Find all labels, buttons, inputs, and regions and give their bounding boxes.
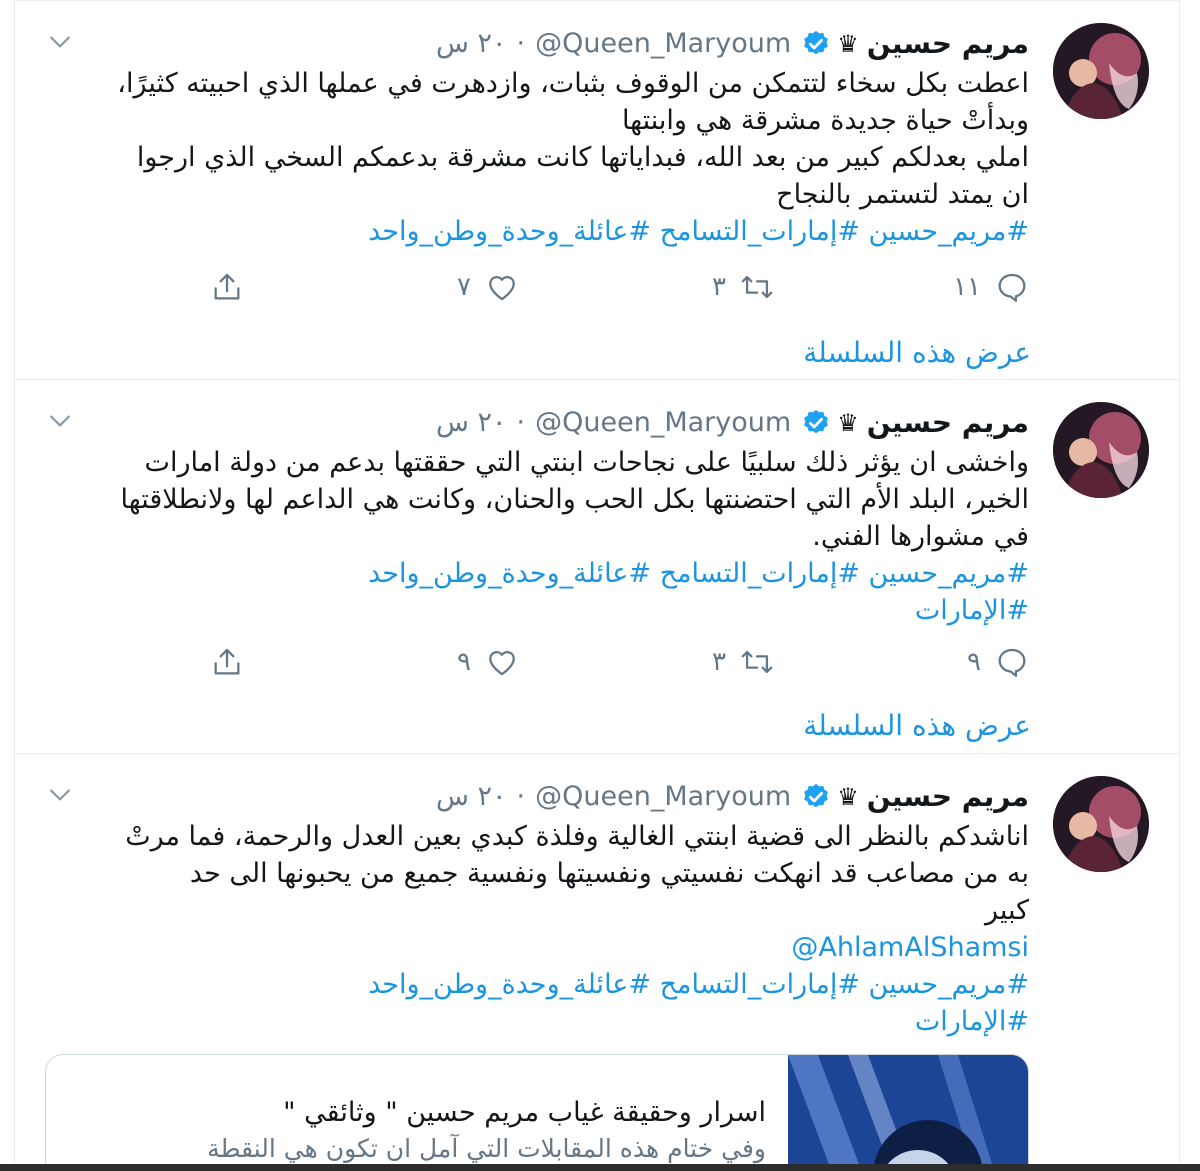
hashtags[interactable]: #الإمارات	[914, 595, 1029, 626]
chevron-down-icon[interactable]	[45, 780, 75, 810]
show-thread-link[interactable]: عرض هذه السلسلة	[803, 709, 1031, 742]
share-button[interactable]	[210, 267, 244, 307]
share-icon	[210, 270, 244, 304]
heart-icon	[485, 270, 519, 304]
verified-badge-icon	[801, 408, 831, 438]
tweet[interactable]	[15, 380, 1179, 754]
show-thread-link[interactable]: عرض هذه السلسلة	[803, 336, 1031, 369]
retweet-icon	[740, 645, 774, 679]
share-icon	[210, 645, 244, 679]
author-handle[interactable]: @Queen_Maryoum	[535, 781, 792, 812]
author-handle[interactable]: @Queen_Maryoum	[535, 407, 792, 438]
reply-button[interactable]	[967, 642, 1029, 682]
card-description: وفي ختام هذه المقابلات التي آمل ان تكون هي النقطة	[207, 1134, 766, 1163]
retweet-button[interactable]	[712, 642, 774, 682]
crown-icon: ♛	[837, 30, 859, 58]
retweet-count: ٣	[712, 647, 726, 677]
reply-button[interactable]	[953, 267, 1029, 307]
tweet[interactable]	[15, 0, 1179, 380]
tweet-actions	[309, 267, 1029, 307]
tweet-text	[45, 65, 1029, 250]
tweet-line: واخشى ان يؤثر ذلك سلبيًا على نجاحات ابنتي التي حققتها بدعم من دولة امارات	[144, 447, 1029, 478]
chevron-down-icon[interactable]	[45, 406, 75, 436]
tweet-text	[45, 444, 1029, 629]
card-title: اسرار وحقيقة غياب مريم حسين " وثائقي "	[283, 1097, 766, 1128]
crown-icon: ♛	[837, 783, 859, 811]
separator-dot: ·	[516, 407, 526, 438]
tweet-line: ان يمتد لتستمر بالنجاح	[776, 179, 1029, 210]
crown-icon: ♛	[837, 409, 859, 437]
separator-dot: ·	[516, 28, 526, 59]
reply-count: ١١	[953, 272, 981, 302]
author-name[interactable]: مريم حسين	[866, 27, 1029, 60]
share-button[interactable]	[210, 642, 244, 682]
link-card[interactable]	[45, 1054, 1029, 1171]
like-button[interactable]	[457, 267, 519, 307]
author-handle[interactable]: @Queen_Maryoum	[535, 28, 792, 59]
reply-count: ٩	[967, 647, 981, 677]
tweet-line: وبدأتْ حياة جديدة مشرقة هي وابنتها	[621, 105, 1029, 136]
tweet-header	[45, 402, 1029, 444]
hashtags[interactable]: #مريم_حسين #إمارات_التسامح #عائلة_وحدة_وطن_واحد	[368, 558, 1029, 589]
retweet-icon	[740, 270, 774, 304]
tweet-line: املي بعدلكم كبير من بعد الله، فبداياتها كانت مشرقة بدعمكم السخي الذي ارجوا	[136, 142, 1029, 173]
window-bottom-bar	[0, 1164, 1200, 1171]
tweet-line: كبير	[984, 895, 1029, 926]
tweet-actions	[309, 642, 1029, 682]
tweet-line: الخير، البلد الأم التي احتضنتها بكل الحب والحنان، وكانت هي الداعم لها ولانطلاقتها	[120, 484, 1029, 515]
like-count: ٧	[457, 272, 471, 302]
retweet-count: ٣	[712, 272, 726, 302]
avatar-image	[1053, 776, 1149, 872]
avatar-image	[1053, 23, 1149, 119]
tweet-time[interactable]: ٢٠ س	[435, 28, 507, 59]
tweet-time[interactable]: ٢٠ س	[435, 781, 507, 812]
verified-badge-icon	[801, 782, 831, 812]
reply-icon	[995, 270, 1029, 304]
card-thumbnail	[788, 1055, 1028, 1171]
card-text	[66, 1095, 766, 1167]
tweet-time[interactable]: ٢٠ س	[435, 407, 507, 438]
card-thumbnail-image	[788, 1055, 1028, 1171]
tweet-text	[45, 818, 1029, 1040]
like-button[interactable]	[457, 642, 519, 682]
retweet-button[interactable]	[712, 267, 774, 307]
separator-dot: ·	[516, 781, 526, 812]
hashtags[interactable]: #مريم_حسين #إمارات_التسامح #عائلة_وحدة_وطن_واحد	[368, 969, 1029, 1000]
tweet-body	[45, 776, 1029, 1040]
hashtags[interactable]: #مريم_حسين #إمارات_التسامح #عائلة_وحدة_وطن_واحد	[368, 216, 1029, 247]
tweet-header	[45, 776, 1029, 818]
tweet-body	[45, 402, 1029, 629]
timeline	[14, 0, 1180, 1171]
tweet[interactable]	[15, 754, 1179, 1171]
verified-badge-icon	[801, 29, 831, 59]
like-count: ٩	[457, 647, 471, 677]
hashtags[interactable]: #الإمارات	[914, 1006, 1029, 1037]
chevron-down-icon[interactable]	[45, 27, 75, 57]
tweet-line: به من مصاعب قد انهكت نفسيتي ونفسيتها ونفسية جميع من يحبونها الى حد	[189, 858, 1029, 889]
tweet-body	[45, 23, 1029, 250]
reply-icon	[995, 645, 1029, 679]
author-name[interactable]: مريم حسين	[866, 780, 1029, 813]
avatar-image	[1053, 402, 1149, 498]
tweet-header	[45, 23, 1029, 65]
tweet-line: اعطت بكل سخاء لتتمكن من الوقوف بثبات، وازدهرت في عملها الذي احبيته كثيرًا،	[117, 68, 1029, 99]
heart-icon	[485, 645, 519, 679]
avatar[interactable]	[1053, 402, 1149, 498]
tweet-line: في مشوارها الفني.	[812, 521, 1029, 552]
avatar[interactable]	[1053, 776, 1149, 872]
avatar[interactable]	[1053, 23, 1149, 119]
tweet-line: اناشدكم بالنظر الى قضية ابنتي الغالية وفلذة كبدي بعين العدل والرحمة، فما مرتْ	[125, 821, 1029, 852]
mention-link[interactable]: @AhlamAlShamsi	[791, 932, 1029, 963]
author-name[interactable]: مريم حسين	[866, 406, 1029, 439]
